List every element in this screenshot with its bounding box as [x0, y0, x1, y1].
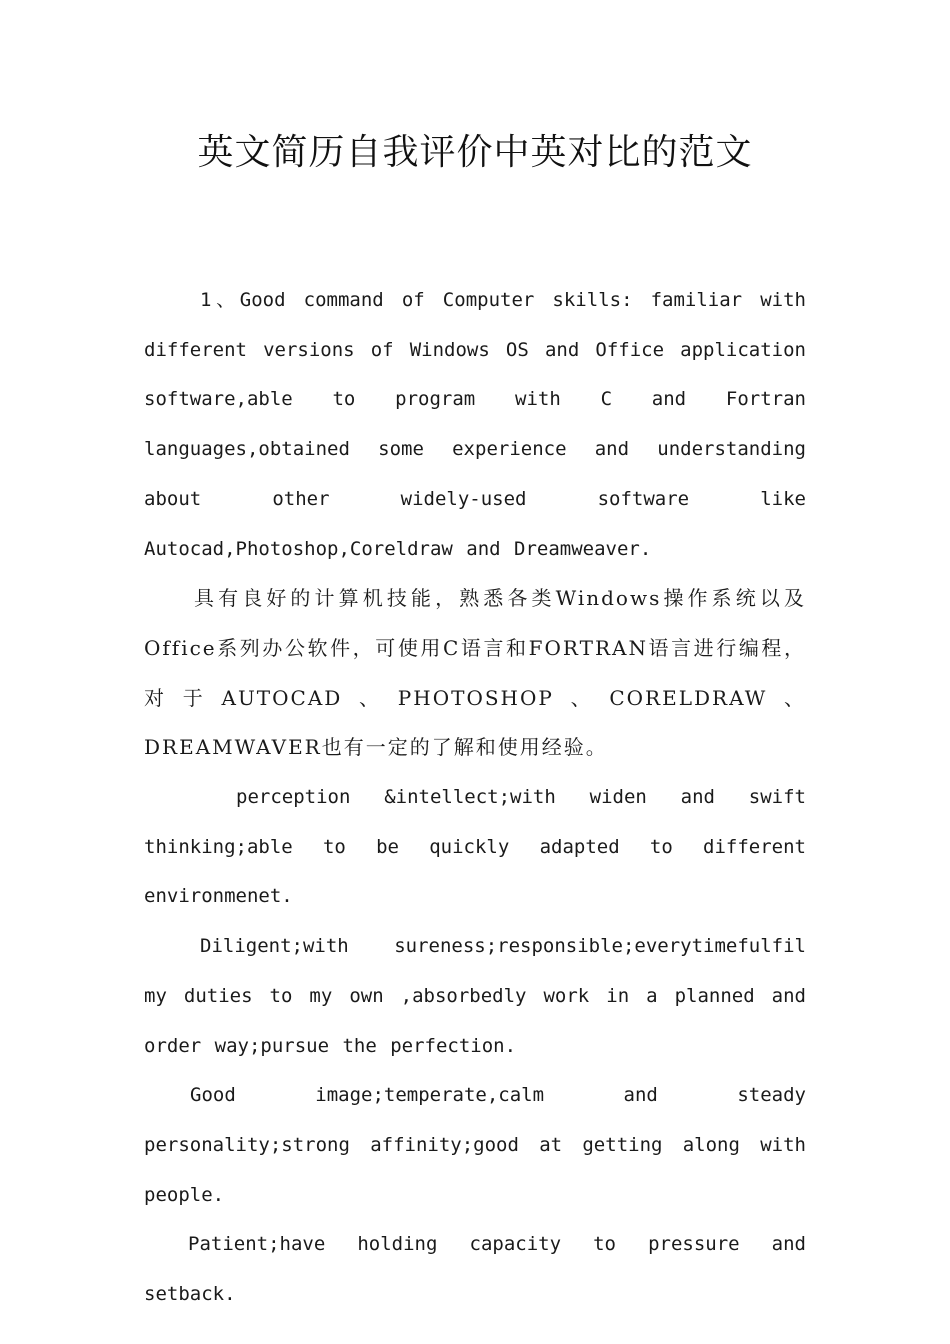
- paragraph-good-image: Good image;temperate,calm and steady personality;strong affinity;good at getting along with people.: [144, 1084, 806, 1206]
- document-body: [144, 276, 806, 1320]
- paragraph-diligent: Diligent;with sureness;responsible;everytimefulfil my duties to my own ,absorbedly work in a planned and order way;pursue the perfection.: [144, 935, 806, 1057]
- paragraph-perception: perception &intellect;with widen and swift thinking;able to be quickly adapted to different environmenet.: [144, 786, 806, 908]
- paragraph-computer-skills-cn: 具有良好的计算机技能，熟悉各类Windows操作系统以及Office系列办公软件，可使用C语言和FORTRAN语言进行编程，对于AUTOCAD、PHOTOSHOP、CORELDRAW、DREAMWAVER也有一定的了解和使用经验。: [144, 586, 806, 760]
- paragraph-patient: Patient;have holding capacity to pressure and setback.: [144, 1233, 806, 1306]
- document-title: 英文简历自我评价中英对比的范文: [197, 132, 753, 173]
- paragraph-computer-skills-en: 1、Good command of Computer skills: familiar with different versions of Windows OS and Office application software,able to program with C and Fortran languages,obtained some experience and understanding about other widely-used software like Autocad,Photoshop,Coreldraw and Dreamweaver.: [144, 289, 806, 560]
